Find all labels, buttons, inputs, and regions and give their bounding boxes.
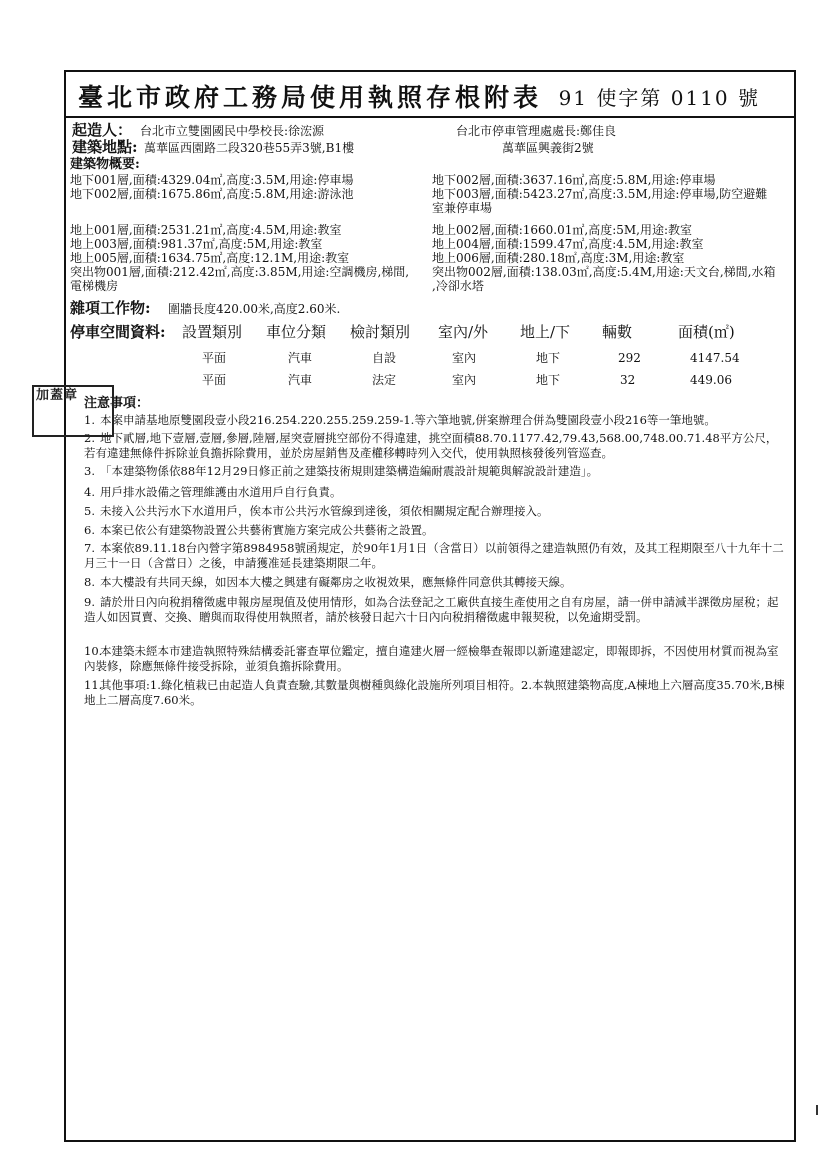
note-10-number: 10. xyxy=(84,644,103,658)
note-7-number: 7. xyxy=(84,541,95,555)
parking-header-review-type: 檢討類別 xyxy=(350,323,411,341)
note-3 xyxy=(84,464,786,479)
parking-row1-area: 4147.54 xyxy=(690,351,740,365)
note-4 xyxy=(84,485,786,500)
parking-header-level: 地上/下 xyxy=(520,323,571,341)
overview-left-2: 地下002層,面積:1675.86㎡,高度:5.8M,用途:游泳池 xyxy=(70,187,354,201)
note-1 xyxy=(84,413,786,428)
parking-row2-level: 地下 xyxy=(536,373,561,387)
stamp-text: 加蓋章 xyxy=(36,388,79,403)
parking-row1-indoor: 室內 xyxy=(452,351,477,365)
overview-left-8: 電梯機房 xyxy=(70,279,119,293)
overview-left-5: 地上003層,面積:981.37㎡,高度:5M,用途:教室 xyxy=(70,237,323,251)
document-frame xyxy=(64,70,796,1142)
misc-value: 圍牆長度420.00米,高度2.60米. xyxy=(168,302,341,316)
parking-header-category: 設置類別 xyxy=(182,323,243,341)
document-number: 91 使字第 0110 號 xyxy=(558,86,760,110)
applicant-label: 起造人： xyxy=(72,121,133,139)
site-value-1: 萬華區西園路二段320巷55弄3號,B1樓 xyxy=(144,141,355,155)
applicant-value-1: 台北市立雙園國民中學校長:徐浤源 xyxy=(140,124,325,138)
note-8-text: 本大樓設有共同天線，如因本大樓之興建有礙鄰房之收視效果，應無條件同意供其轉接天線。 xyxy=(100,575,572,589)
parking-row2-space-type: 汽車 xyxy=(288,373,313,387)
content-area xyxy=(66,120,794,1140)
overview-right-2: 地下003層,面積:5423.27㎡,高度:3.5M,用途:停車場,防空避難 xyxy=(432,187,768,201)
note-1-number: 1. xyxy=(84,413,95,427)
scan-speck xyxy=(816,1105,818,1115)
note-5-number: 5. xyxy=(84,504,95,518)
overview-right-6: 地上006層,面積:280.18㎡,高度:3M,用途:教室 xyxy=(432,251,685,265)
note-8 xyxy=(84,575,786,590)
note-4-text: 用戶排水設備之管理維護由水道用戶自行負責。 xyxy=(100,485,342,499)
parking-header-area: 面積(㎡) xyxy=(678,323,735,341)
note-2 xyxy=(84,431,786,461)
overview-right-7: 突出物002層,面積:138.03㎡,高度:5.4M,用途:天文台,梯間,水箱 xyxy=(432,265,776,279)
note-10-text: 本建築未經本市建造執照特殊結構委託審查單位鑑定，擅自違建火層一經檢舉查報即以新違建認定，即報即拆，不因使用材質而視為室內裝修，除應無條件接受拆除，並須負擔拆除費用。 xyxy=(84,644,779,673)
notes-label: 注意事項： xyxy=(84,396,150,411)
parking-header-space-type: 車位分類 xyxy=(266,323,327,341)
parking-row1-category: 平面 xyxy=(202,351,227,365)
parking-row1-level: 地下 xyxy=(536,351,561,365)
misc-label: 雜項工作物: xyxy=(70,299,151,317)
note-3-text: 「本建築物係依88年12月29日修正前之建築技術規則建築構造編耐震設計規範與解說設計建造」。 xyxy=(100,464,599,478)
note-6 xyxy=(84,523,786,538)
note-6-text: 本案已依公有建築物設置公共藝術實施方案完成公共藝術之設置。 xyxy=(100,523,434,537)
note-10 xyxy=(84,644,786,674)
parking-row2-indoor: 室內 xyxy=(452,373,477,387)
document-title: 臺北市政府工務局使用執照存根附表 xyxy=(78,83,543,112)
overview-left-1: 地下001層,面積:4329.04㎡,高度:3.5M,用途:停車場 xyxy=(70,173,354,187)
note-7 xyxy=(84,541,786,571)
note-3-number: 3. xyxy=(84,464,95,478)
note-1-text: 本案申請基地原雙園段壹小段216.254.220.255.259.259-1.等六筆地號,併案辦理合併為雙園段壹小段216等一筆地號。 xyxy=(100,413,716,427)
note-5-text: 未接入公共污水下水道用戶，俟本市公共污水管線到達後，須依相關規定配合辦理接入。 xyxy=(100,504,549,518)
note-6-number: 6. xyxy=(84,523,95,537)
overview-label: 建築物概要: xyxy=(70,157,140,172)
overview-left-6: 地上005層,面積:1634.75㎡,高度:12.1M,用途:教室 xyxy=(70,251,350,265)
parking-header-count: 輛數 xyxy=(602,323,633,341)
note-11-text: 其他事項:1.綠化植栽已由起造人負責查驗,其數量與樹種與綠化設施所列項目相符。2.本執照建築物高度,A棟地上六層高度35.70米,B棟地上二層高度7.60米。 xyxy=(84,678,785,707)
note-5 xyxy=(84,504,786,519)
site-label: 建築地點: xyxy=(72,138,138,156)
note-11-number: 11. xyxy=(84,678,103,692)
note-2-text: 地下貳層,地下壹層,壹層,參層,陸層,屋突壹層挑空部份不得違建，挑空面積88.70.1177.42,79.43,568.00,748.00.71.48平方公尺，若有違建無條件拆除並負擔拆除費用，並於房屋銷售及產權移轉時列入交代，使用執照核發後列管巡查。 xyxy=(84,431,778,460)
parking-label: 停車空間資料: xyxy=(70,323,166,341)
parking-header-indoor: 室內/外 xyxy=(438,323,489,341)
parking-row2-area: 449.06 xyxy=(690,373,732,387)
parking-row2-review-type: 法定 xyxy=(372,373,397,387)
overlap-stamp xyxy=(32,385,112,435)
note-8-number: 8. xyxy=(84,575,95,589)
parking-row2-count: 32 xyxy=(620,373,636,387)
parking-row1-review-type: 自設 xyxy=(372,351,397,365)
note-4-number: 4. xyxy=(84,485,95,499)
overview-right-8: ,冷卻水塔 xyxy=(432,279,484,293)
overview-right-4: 地上002層,面積:1660.01㎡,高度:5M,用途:教室 xyxy=(432,223,693,237)
note-2-number: 2. xyxy=(84,431,95,445)
header xyxy=(66,72,794,118)
overview-left-4: 地上001層,面積:2531.21㎡,高度:4.5M,用途:教室 xyxy=(70,223,342,237)
overview-right-1: 地下002層,面積:3637.16㎡,高度:5.8M,用途:停車場 xyxy=(432,173,716,187)
site-value-2: 萬華區興義街2號 xyxy=(502,141,594,155)
parking-row1-space-type: 汽車 xyxy=(288,351,313,365)
note-9 xyxy=(84,595,786,625)
overview-left-7: 突出物001層,面積:212.42㎡,高度:3.85M,用途:空調機房,梯間, xyxy=(70,265,410,279)
note-11 xyxy=(84,678,786,708)
parking-row1-count: 292 xyxy=(618,351,641,365)
parking-row2-category: 平面 xyxy=(202,373,227,387)
note-9-text: 請於卅日內向稅捐稽徵處申報房屋現值及使用情形，如為合法登記之工廠供直接生產使用之自有房屋，請一併申請減半課徵房屋稅；起造人如因買賣、交換、贈與而取得使用執照者，請於核發日起六十日內向稅捐稽徵處申報契稅，以免逾期受罰。 xyxy=(84,595,779,624)
note-7-text: 本案依89.11.18台內營字第8984958號函規定，於90年1月1日（含當日）以前領得之建造執照仍有效，及其工程期限至八十九年十二月三十一日（含當日）之後，申請獲准延長建築期限二年。 xyxy=(84,541,784,570)
overview-right-5: 地上004層,面積:1599.47㎡,高度:4.5M,用途:教室 xyxy=(432,237,704,251)
overview-right-3: 室兼停車場 xyxy=(432,201,493,215)
applicant-value-2: 台北市停車管理處處長:鄭佳良 xyxy=(456,124,617,138)
note-9-number: 9. xyxy=(84,595,95,609)
